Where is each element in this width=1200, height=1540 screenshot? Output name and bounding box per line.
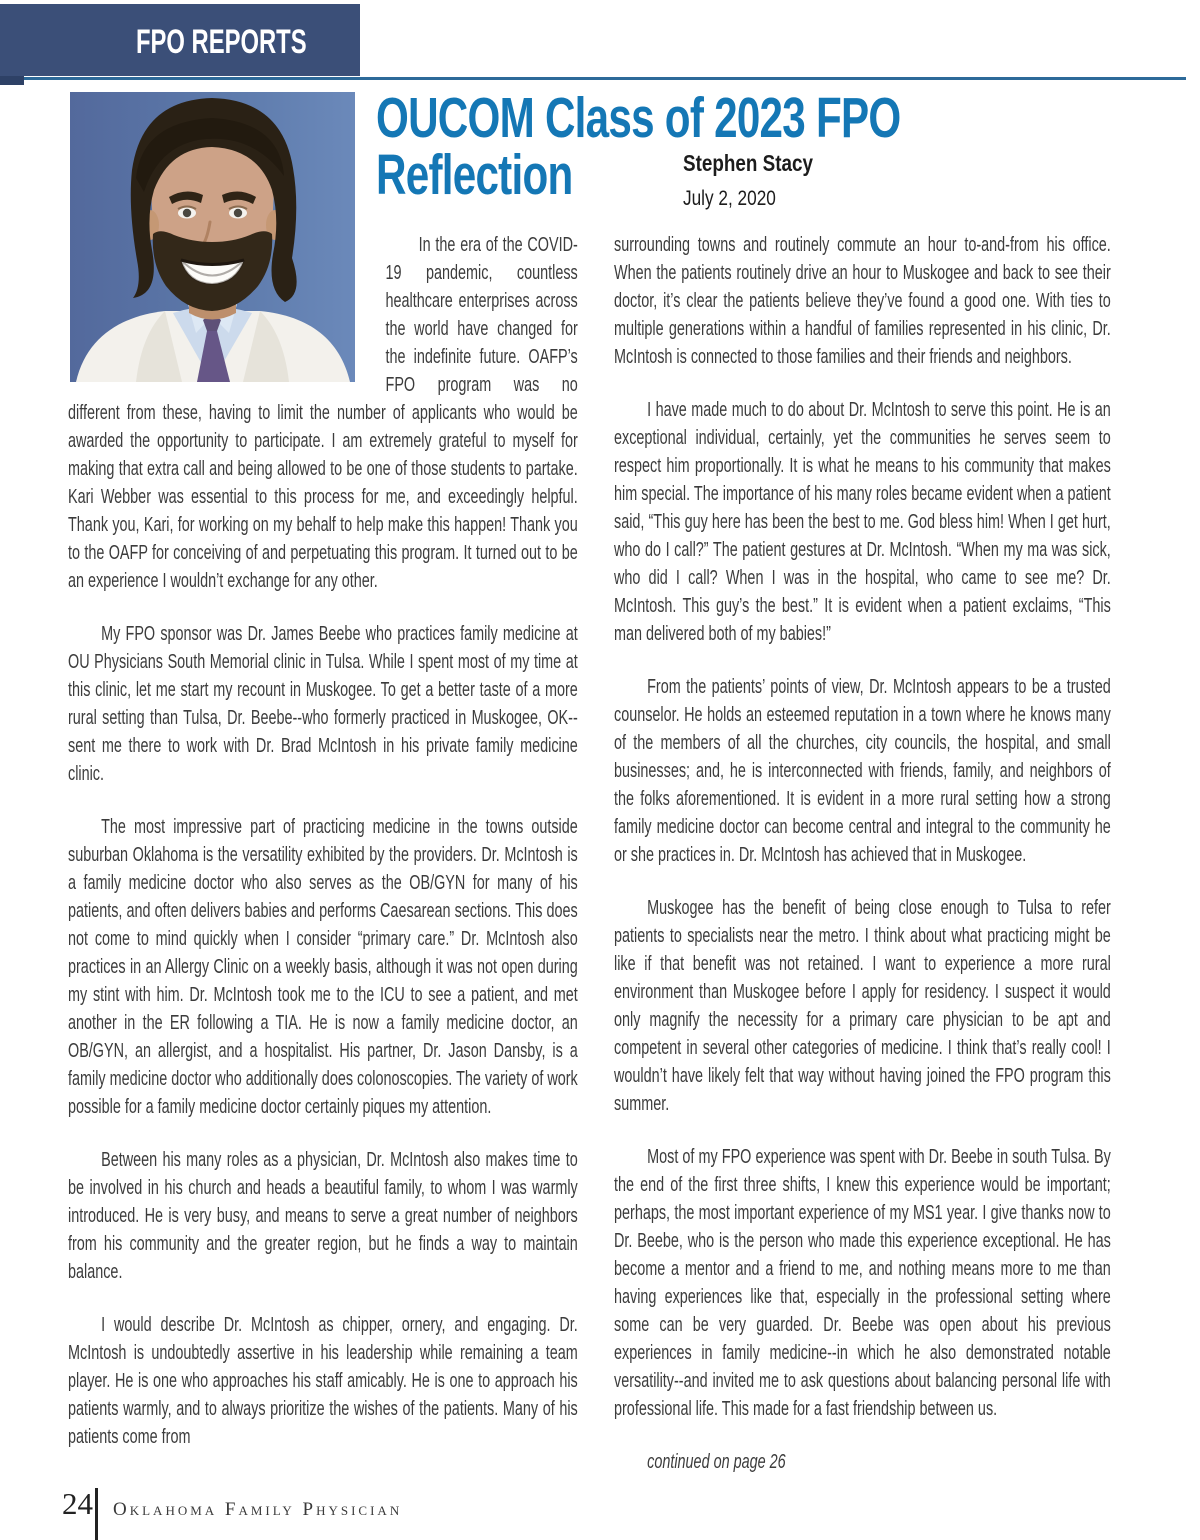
continued-note: continued on page 26 [647,1451,786,1473]
article-paragraph: Most of my FPO experience was spent with Dr. Beebe in south Tulsa. By the end of the first three shifts, I knew this experience would be important; perhaps, the most important experience of my MS1 year. I give thanks now to Dr. Beebe, who is the person who made this experience exceptional. He has become a mentor and a friend to me, and nothing means more to me than having experiences like that, especially in the professional setting where some can be very guarded. Dr. Beebe was open about his previous experiences in family medicine--in which he also demonstrated notable versatility--and invited me to ask questions about balancing personal life with professional life. This made for a fast friendship between us. [614,1146,1111,1420]
publication-title: Oklahoma Family Physician [113,1499,403,1520]
page-number: 24 [62,1486,93,1521]
article-paragraph: My FPO sponsor was Dr. James Beebe who practices family medicine at OU Physicians South Memorial clinic in Tulsa. While I spent most of my time at this clinic, let me start my recount in Muskogee. To get a better taste of a more rural setting than Tulsa, Dr. Beebe--who formerly practiced in Muskogee, OK--sent me there to work with Dr. Brad McIntosh in his private family medicine clinic. [68,623,578,785]
publish-date: July 2, 2020 [683,187,776,210]
right-column [614,231,1111,1501]
article-title-line1: OUCOM Class of 2023 FPO [376,86,901,150]
article-paragraph: Muskogee has the benefit of being close enough to Tulsa to refer patients to specialists near the metro. I think about what practicing might be like if that benefit was not retained. I want to experience a more rural environment than Muskogee before I apply for residency. I suspect it would only magnify the necessity for a primary care physician to be apt and competent in several other categories of medicine. I think that’s really cool! I wouldn’t have likely felt that way without having joined the FPO program this summer. [614,897,1111,1115]
article-paragraph: From the patients’ points of view, Dr. McIntosh appears to be a trusted counselor. He holds an esteemed reputation in a town where he knows many of the members of all the churches, city councils, the hospital, and small businesses; and, he is interconnected with friends, family, and neighbors of the folks aforementioned. It is evident in a more rural setting how a strong family medicine doctor can become central and integral to the community he or she practices in. Dr. McIntosh has achieved that in Muskogee. [614,676,1111,866]
article-paragraph: I would describe Dr. McIntosh as chipper, ornery, and engaging. Dr. McIntosh is undoubtedly assertive in his leadership while remaining a team player. He is one who approaches his staff amicably. He is one to approach his patients warmly, and to always prioritize the wishes of the patients. Many of his patients come from [68,1314,578,1448]
section-kicker: FPO REPORTS [136,23,307,61]
left-column [68,231,578,1476]
header-divider [24,77,1186,80]
article-paragraph: In the era of the COVID-19 pandemic, countless healthcare enterprises across the world have changed for the indefinite future. OAFP’s FPO program was no different from these, having to limit the number of applicants who would be awarded the opportunity to participate. I am extremely grateful to myself for making that extra call and being allowed to be one of those students to partake. Kari Webber was essential to this process for me, and exceedingly helpful. Thank you, Kari, for working on my behalf to help make this happen! Thank you to the OAFP for conceiving of and perpetuating this program. It turned out to be an experience I wouldn’t exchange for any other. [68,234,578,592]
photo-wrap-spacer [68,231,386,384]
section-banner [0,4,360,76]
article-title-line2: Reflection [376,143,573,207]
article-paragraph: I have made much to do about Dr. McIntosh to serve this point. He is an exceptional individual, certainly, yet the communities he serves seem to respect him proportionally. It is what he means to his community that makes him special. The importance of his many roles became evident when a patient said, “This guy here has been the best to me. God bless him! When I get hurt, who do I call?” The patient gestures at Dr. McIntosh. “When my ma was sick, who did I call? When I was in the hospital, who came to see me? Dr. McIntosh. This guy’s the best.” It is evident when a patient exclaims, “This man delivered both of my babies!” [614,399,1111,645]
byline [683,150,813,211]
article-paragraph: Between his many roles as a physician, Dr. McIntosh also makes time to be involved in his church and heads a beautiful family, to whom I was warmly introduced. He is very busy, and means to serve a great number of neighbors from his community and the greater region, but he finds a way to maintain balance. [68,1149,578,1283]
article-paragraph: surrounding towns and routinely commute an hour to-and-from his office. When the patients routinely drive an hour to Muskogee and back to see their doctor, it’s clear the patients believe they’ve found a good one. With ties to multiple generations within a handful of families represented in his clinic, Dr. McIntosh is connected to those families and their friends and neighbors. [614,234,1111,368]
banner-notch [0,76,24,85]
article-paragraph: The most impressive part of practicing medicine in the towns outside suburban Oklahoma is the versatility exhibited by the providers. Dr. McIntosh is a family medicine doctor who also serves as the OB/GYN for many of his patients, and often delivers babies and performs Caesarean sections. This does not come to mind quickly when I consider “primary care.” Dr. McIntosh also practices in an Allergy Clinic on a weekly basis, although it was not open during my stint with him. Dr. McIntosh took me to the ICU to see a patient, and met another in the ER following a TIA. He is now a family medicine doctor, an OB/GYN, an allergist, and a hospitalist. His partner, Dr. Jason Dansby, is a family medicine doctor who additionally does colonoscopies. The variety of work possible for a family medicine doctor certainly piques my attention. [68,816,578,1118]
author-name: Stephen Stacy [683,150,813,176]
footer-divider [95,1488,98,1540]
article-title [376,86,983,207]
